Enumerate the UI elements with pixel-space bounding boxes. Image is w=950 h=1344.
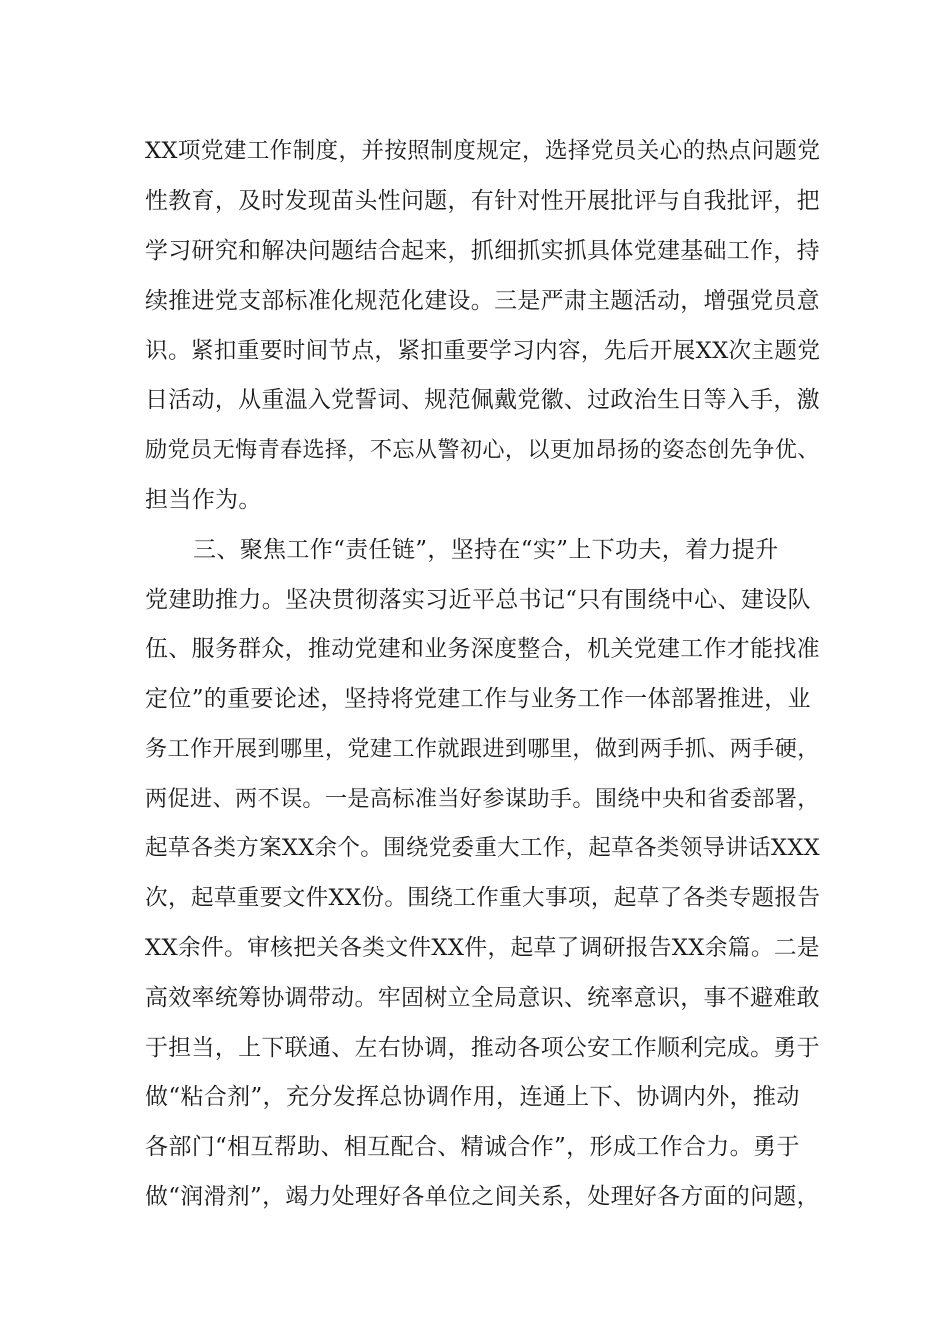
text-line: 定位”的重要论述，坚持将党建工作与业务工作一体部署推进，业	[145, 686, 811, 712]
text-line: 担当作为。	[145, 487, 262, 513]
text-line: 务工作开展到哪里，党建工作就跟进到哪里，做到两手抓、两手硬，	[145, 736, 820, 762]
text-line: 高效率统筹协调带动。牢固树立全局意识、统率意识，事不避难敢	[145, 985, 820, 1011]
text-line: XX余件。审核把关各类文件XX件，起草了调研报告XX余篇。二是	[145, 935, 820, 961]
text-line: 性教育，及时发现苗头性问题，有针对性开展批评与自我批评，把	[145, 188, 820, 214]
text-line: 起草各类方案XX余个。围绕党委重大工作，起草各类领导讲话XXX	[145, 835, 821, 861]
text-line: 党建助推力。坚决贯彻落实习近平总书记“只有围绕中心、建设队	[145, 587, 811, 613]
text-line: 各部门“相互帮助、相互配合、精诚合作”，形成工作合力。勇于	[145, 1134, 800, 1160]
text-line: 识。紧扣重要时间节点，紧扣重要学习内容，先后开展XX次主题党	[145, 338, 821, 364]
text-line: 做“润滑剂”，竭力处理好各单位之间关系，处理好各方面的问题，	[145, 1184, 820, 1210]
text-line: 日活动，从重温入党誓词、规范佩戴党徽、过政治生日等入手，激	[145, 387, 820, 413]
text-line: 续推进党支部标准化规范化建设。三是严肃主题活动，增强党员意	[145, 288, 820, 314]
text-line: 学习研究和解决问题结合起来，抓细抓实抓具体党建基础工作，持	[145, 238, 820, 264]
text-line: 次，起草重要文件XX份。围绕工作重大事项，起草了各类专题报告	[145, 885, 821, 911]
text-line: 励党员无悔青春选择，不忘从警初心，以更加昂扬的姿态创先争优、	[145, 437, 820, 463]
text-line: XX项党建工作制度，并按照制度规定，选择党员关心的热点问题党	[145, 138, 821, 164]
text-line: 两促进、两不误。一是高标准当好参谋助手。围绕中央和省委部署，	[145, 786, 820, 812]
text-line: 做“粘合剂”，充分发挥总协调作用，连通上下、协调内外，推动	[145, 1084, 800, 1110]
text-line: 于担当，上下联通、左右协调，推动各项公安工作顺利完成。勇于	[145, 1035, 820, 1061]
section-heading-line: 三、聚焦工作“责任链”，坚持在“实”上下功夫，着力提升	[193, 537, 779, 563]
text-line: 伍、服务群众，推动党建和业务深度整合，机关党建工作才能找准	[145, 636, 820, 662]
